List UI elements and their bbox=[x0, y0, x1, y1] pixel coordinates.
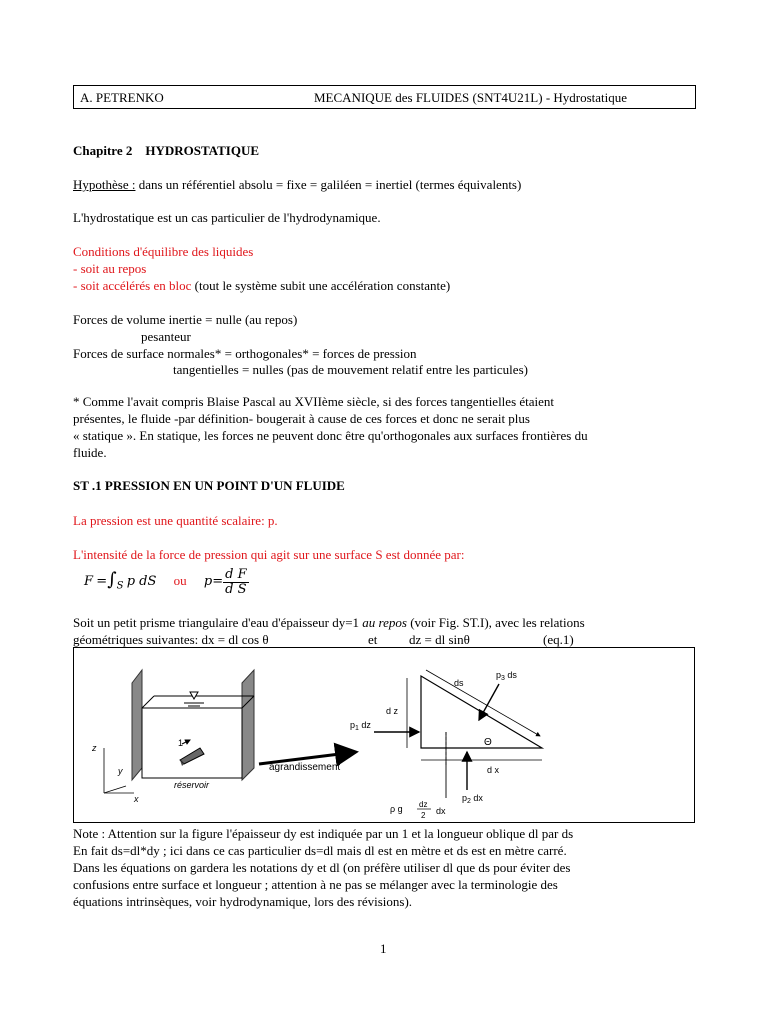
formula-p: p bbox=[203, 574, 213, 589]
figure-axis-z: z bbox=[92, 743, 97, 753]
footnote-line-3: « statique ». En statique, les forces ne peuvent donc être qu'orthogonales aux surfaces frontières du bbox=[73, 428, 588, 443]
figure-p2-label: $p_2$ dx bbox=[462, 793, 483, 805]
footnote-line-1: * Comme l'avait compris Blaise Pascal au XVIIème siècle, si des forces tangentielles étaient bbox=[73, 394, 555, 409]
note-line-2: En fait ds=dl*dy ; ici dans ce cas particulier ds=dl mais dl est en mètre et ds est en mètre carré. bbox=[73, 843, 567, 858]
figure-dx-label: d x bbox=[487, 765, 500, 775]
chapter-title: HYDROSTATIQUE bbox=[145, 143, 260, 158]
footnote-line-4: fluide. bbox=[73, 445, 107, 460]
formula-F: F bbox=[84, 574, 94, 589]
prism-line-1-italic: au repos bbox=[362, 615, 407, 630]
formula-integrand: p dS bbox=[126, 574, 157, 589]
conditions-item-accel-label: - soit accélérés en bloc bbox=[73, 278, 192, 293]
figure-ds-label: ds bbox=[454, 678, 464, 688]
section-scalar-text: La pression est une quantité scalaire: p. bbox=[73, 513, 278, 528]
prism-line-2-a: géométriques suivantes: dx = dl cos bbox=[73, 632, 263, 647]
forces-volume-gravity: pesanteur bbox=[141, 329, 191, 344]
conditions-title: Conditions d'équilibre des liquides bbox=[73, 244, 254, 259]
section-force-text: L'intensité de la force de pression qui agit sur une surface S est donnée par: bbox=[73, 547, 465, 562]
formula-fraction bbox=[223, 568, 248, 597]
intro-text: L'hydrostatique est un cas particulier de l'hydrodynamique. bbox=[73, 210, 381, 225]
prism-line-2 bbox=[73, 631, 269, 648]
note-line-3: Dans les équations on gardera les notations dy et dl (on préfère utiliser dl que ds pour éviter des bbox=[73, 860, 571, 875]
conditions-item-accel bbox=[73, 277, 450, 294]
hypothesis-label: Hypothèse : bbox=[73, 177, 136, 192]
reservoir-drawing bbox=[132, 670, 254, 780]
figure-drawing bbox=[74, 648, 694, 822]
chapter-heading bbox=[73, 142, 259, 159]
figure-theta-label: Θ bbox=[484, 737, 492, 748]
note-line-1: Note : Attention sur la figure l'épaisseur dy est indiquée par un 1 et la longueur oblique dl par ds bbox=[73, 826, 574, 841]
conditions-item-accel-note: (tout le système subit une accélération constante) bbox=[191, 278, 451, 293]
figure-dz-label: d z bbox=[386, 706, 399, 716]
prism-line-1 bbox=[73, 614, 585, 631]
conditions-item-rest: - soit au repos bbox=[73, 261, 147, 276]
figure-axis-x: x bbox=[134, 794, 139, 804]
forces-volume-line: Forces de volume inertie = nulle (au repos) bbox=[73, 312, 298, 327]
formula-equals: = bbox=[96, 574, 108, 589]
figure-prism-triangle bbox=[421, 676, 542, 748]
header-author: A. PETRENKO bbox=[80, 90, 164, 105]
figure-frac-num: dz bbox=[419, 800, 428, 809]
figure-frac-den: 2 bbox=[421, 811, 426, 820]
section-title: ST .1 PRESSION EN UN POINT D'UN FLUIDE bbox=[73, 478, 345, 493]
figure-rho-dx: dx bbox=[436, 806, 446, 816]
formula-or: ou bbox=[173, 573, 187, 588]
footnote-line-2: présentes, le fluide -par définition- bougerait à cause de ces forces et donc ne serait plus bbox=[73, 411, 530, 426]
figure-st1 bbox=[73, 647, 695, 823]
figure-one-label: 1 bbox=[178, 738, 184, 748]
prism-dz-eq: dz = dl sin bbox=[409, 632, 464, 647]
figure-p1-label: $p_1$ dz bbox=[350, 720, 371, 732]
figure-p3-label: $p_3$ ds bbox=[496, 670, 517, 682]
forces-surface-tangential: tangentielles = nulles (pas de mouvement relatif entre les particules) bbox=[173, 362, 528, 377]
pressure-formula: $F =\int_S$ p dS ou p= $\frac{\text{d F}}{\text{d S}}$ bbox=[84, 566, 247, 597]
prism-line-1-b: (voir Fig. ST.I), avec les relations bbox=[406, 615, 585, 630]
prism-theta-2: θ bbox=[463, 632, 470, 647]
page-header bbox=[73, 85, 696, 109]
figure-agrandissement-label: agrandissement bbox=[269, 762, 341, 773]
formula-fraction-den: d S bbox=[225, 581, 247, 597]
figure-rho-label: ρ g bbox=[390, 804, 403, 814]
note-line-5: équations intrinsèques, voir hydrodynamique, lors des révisions). bbox=[73, 894, 413, 909]
page-number: 1 bbox=[380, 941, 387, 956]
hypothesis-text: dans un référentiel absolu = fixe = galiléen = inertiel (termes équivalents) bbox=[135, 177, 522, 192]
chapter-number: Chapitre 2 bbox=[73, 143, 133, 158]
header-course-title: MECANIQUE des FLUIDES (SNT4U21L) - Hydrostatique bbox=[314, 90, 628, 105]
hypothesis-line bbox=[73, 176, 521, 193]
figure-reservoir-label: réservoir bbox=[174, 780, 210, 790]
forces-surface-line: Forces de surface normales* = orthogonales* = forces de pression bbox=[73, 346, 417, 361]
prism-and: et bbox=[368, 632, 378, 647]
prism-eq-ref: (eq.1) bbox=[543, 632, 574, 647]
prism-theta-1: θ bbox=[262, 632, 269, 647]
note-line-4: confusions entre surface et longueur ; attention à ne pas se mélanger avec la terminologie des bbox=[73, 877, 558, 892]
formula-integral: ∫ bbox=[107, 569, 117, 590]
prism-line-2-c bbox=[409, 631, 470, 648]
formula-fraction-num: d F bbox=[225, 566, 247, 582]
formula-subscript: S bbox=[116, 580, 124, 592]
figure-axis-y: y bbox=[118, 766, 123, 776]
prism-line-1-a: Soit un petit prisme triangulaire d'eau d'épaisseur dy=1 bbox=[73, 615, 363, 630]
